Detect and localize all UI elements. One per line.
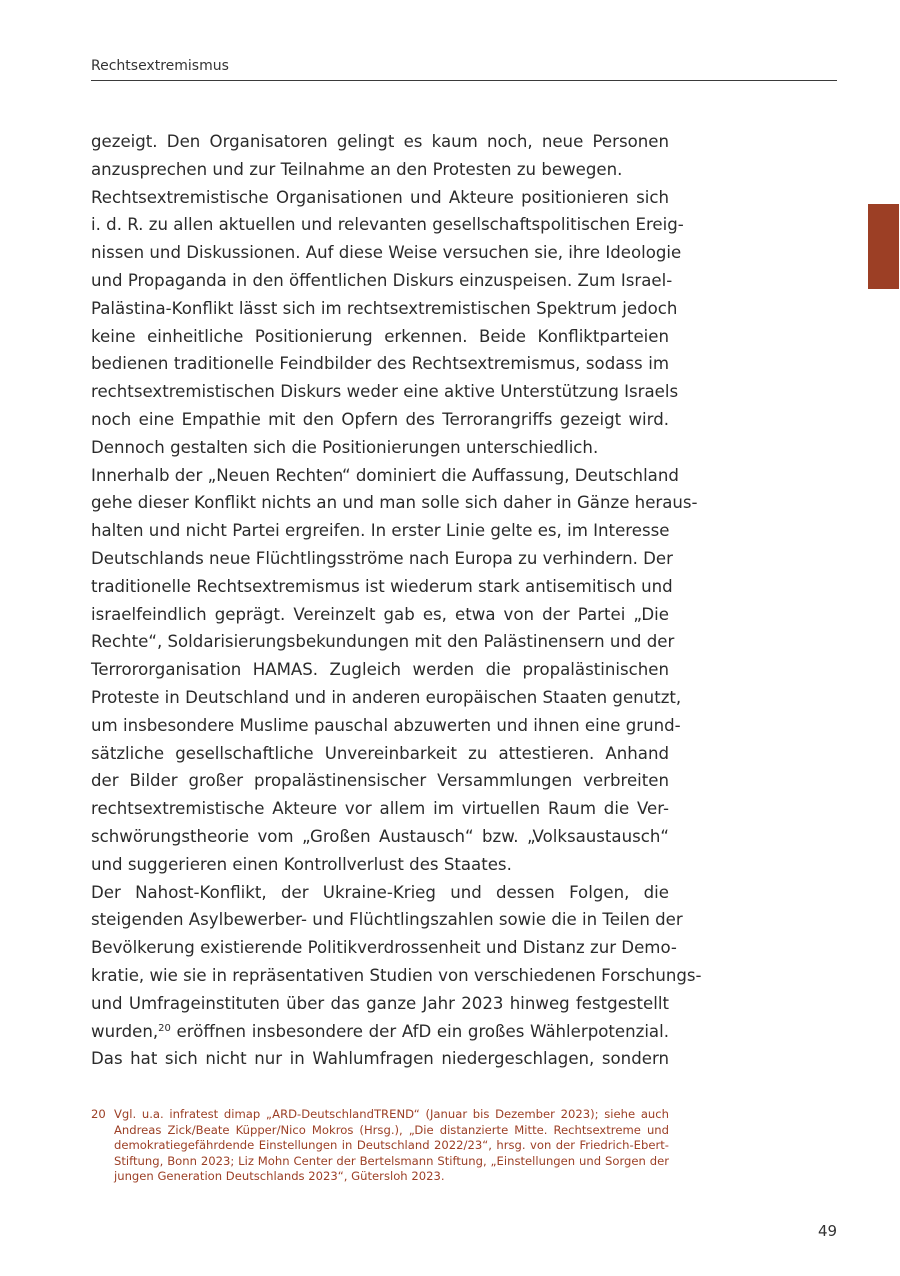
text-fragment: eröffnen insbesondere der AfD ein großes Wählerpotenzial. [170,1021,669,1041]
text-line: und Umfrageinstituten über das ganze Jahr 2023 hinweg festgestellt [91,993,669,1013]
text-line: Der Nahost-Konflikt, der Ukraine-Krieg und dessen Folgen, die [91,882,669,902]
paragraph-2 [91,184,684,462]
text-line: Rechte“, Soldarisierungsbekundungen mit den Palästinensern und der [91,632,675,652]
text-line: halten und nicht Partei ergreifen. In erster Linie gelte es, im Interesse [91,521,670,541]
footnote-number: 20 [91,1107,106,1121]
text-line: bedienen traditionelle Feindbilder des Rechtsextremismus, sodass im [91,354,669,374]
text-line: Rechtsextremistische Organisationen und Akteure positionieren sich [91,187,669,207]
text-line: traditionelle Rechtsextremismus ist wiederum stark antisemitisch und [91,576,673,596]
paragraph-4 [91,879,702,1074]
text-line: rechtsextremistischen Diskurs weder eine aktive Unterstützung Israels [91,382,679,402]
text-line: i. d. R. zu allen aktuellen und relevanten gesellschaftspolitischen Ereig- [91,215,684,235]
footnote [91,1107,669,1185]
text-line: und suggerieren einen Kontrollverlust des Staates. [91,854,512,874]
text-line: anzusprechen und zur Teilnahme an den Protesten zu bewegen. [91,159,623,179]
text-line: Proteste in Deutschland und in anderen europäischen Staaten genutzt, [91,687,682,707]
footnote-text [114,1107,669,1185]
text-line: Deutschlands neue Flüchtlingsströme nach Europa zu verhindern. Der [91,548,673,568]
text-line: Palästina-Konflikt lässt sich im rechtsextremistischen Spektrum jedoch [91,298,678,318]
text-line: kratie, wie sie in repräsentativen Studien von verschiedenen Forschungs- [91,965,702,985]
text-line: und Propaganda in den öffentlichen Diskurs einzuspeisen. Zum Israel- [91,270,673,290]
footnote-line: demokratiegefährdende Einstellungen in Deutschland 2022/23“, hrsg. von der Friedrich-Ebert- [114,1138,669,1153]
text-line: israelfeindlich geprägt. Vereinzelt gab es, etwa von der Partei „Die [91,604,669,624]
text-line: steigenden Asylbewerber- und Flüchtlingszahlen sowie die in Teilen der [91,910,683,930]
header-rule [91,80,837,81]
text-fragment: wurden, [91,1021,159,1041]
text-line: Das hat sich nicht nur in Wahlumfragen niedergeschlagen, sondern [91,1049,669,1069]
running-head: Rechtsextremismus [91,58,229,74]
text-line: sätzliche gesellschaftliche Unvereinbarkeit zu attestieren. Anhand [91,743,669,763]
text-line: schwörungstheorie vom „Großen Austausch“ bzw. „Volksaustausch“ [91,826,669,846]
text-line: noch eine Empathie mit den Opfern des Terrorangriffs gezeigt wird. [91,409,669,429]
paragraph-3 [91,462,698,879]
text-line: um insbesondere Muslime pauschal abzuwerten und ihnen eine grund- [91,715,681,735]
footnote-line: Andreas Zick/Beate Küpper/Nico Mokros (Hrsg.), „Die distanzierte Mitte. Rechtsextreme und [114,1122,669,1137]
page-number: 49 [818,1222,838,1240]
text-line: nissen und Diskussionen. Auf diese Weise versuchen sie, ihre Ideologie [91,243,682,263]
footnote-line: Vgl. u.a. infratest dimap „ARD-DeutschlandTREND“ (Januar bis Dezember 2023); siehe auch [114,1107,669,1121]
text-line: Terrororganisation HAMAS. Zugleich werden die propalästinischen [91,660,669,680]
footnote-line: jungen Generation Deutschlands 2023“, Gütersloh 2023. [114,1169,445,1184]
body-text [91,128,702,1073]
text-line: Dennoch gestalten sich die Positionierungen unterschiedlich. [91,437,599,457]
text-line: der Bilder großer propalästinensischer Versammlungen verbreiten [91,771,669,791]
text-line-with-footnote-ref [91,1018,669,1046]
text-line: Innerhalb der „Neuen Rechten“ dominiert die Auffassung, Deutschland [91,465,679,485]
chapter-tab-marker [868,204,899,289]
text-line: rechtsextremistische Akteure vor allem im virtuellen Raum die Ver- [91,799,669,819]
footnote-line: Stiftung, Bonn 2023; Liz Mohn Center der Bertelsmann Stiftung, „Einstellungen und Sorgen der [114,1153,669,1168]
text-line: keine einheitliche Positionierung erkennen. Beide Konfliktparteien [91,326,669,346]
text-line: gehe dieser Konflikt nichts an und man solle sich daher in Gänze heraus- [91,493,698,513]
text-line: gezeigt. Den Organisatoren gelingt es kaum noch, neue Personen [91,132,669,151]
paragraph-1 [91,128,669,184]
text-line: Bevölkerung existierende Politikverdrossenheit und Distanz zur Demo- [91,938,677,958]
footnote-ref-20[interactable]: 20 [158,1022,171,1034]
